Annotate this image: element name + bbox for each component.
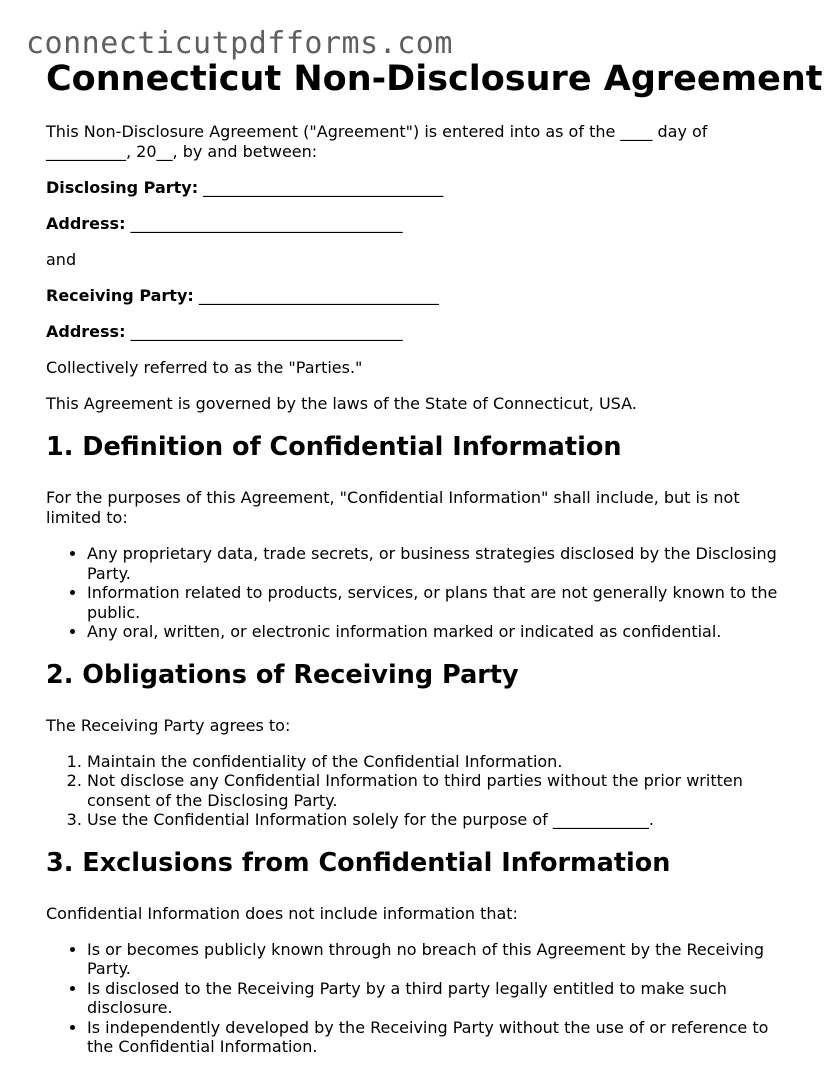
intro-paragraph: This Non-Disclosure Agreement ("Agreement") is entered into as of the ____ day of __________, 20__, by and between:: [46, 122, 708, 161]
receiving-address-label: Address:: [46, 322, 126, 341]
section-lead: For the purposes of this Agreement, "Confidential Information" shall include, but is not limited to:: [46, 488, 740, 527]
section-heading: 3. Exclusions from Confidential Information: [46, 847, 671, 878]
and-text: and: [46, 250, 77, 269]
list-item: 2. Not disclose any Confidential Information to third parties without the prior written consent of the Disclosing Party.: [87, 771, 796, 810]
section-heading: 2. Obligations of Receiving Party: [46, 659, 519, 690]
section-list: [46, 752, 796, 830]
receiving-party-label: Receiving Party:: [46, 286, 194, 305]
disclosing-address-blank: __________________________________: [130, 214, 403, 233]
list-item: • Is independently developed by the Receiving Party without the use of or reference to the Confidential Information.: [87, 1018, 796, 1057]
disclosing-party-line: [46, 178, 796, 198]
receiving-address-blank: __________________________________: [130, 322, 403, 341]
list-item: • Is or becomes publicly known through no breach of this Agreement by the Receiving Party.: [87, 940, 796, 979]
disclosing-address-line: [46, 214, 796, 234]
list-item: • Information related to products, services, or plans that are not generally known to the public.: [87, 583, 796, 622]
disclosing-address-label: Address:: [46, 214, 126, 233]
receiving-address-line: [46, 322, 796, 342]
collectively-paragraph: Collectively referred to as the "Parties.": [46, 358, 363, 377]
section-list: [46, 940, 796, 1057]
watermark: connecticutpdfforms.com: [26, 26, 453, 61]
list-item: 3. Use the Confidential Information solely for the purpose of ____________.: [87, 810, 796, 830]
list-item: • Any oral, written, or electronic information marked or indicated as confidential.: [87, 622, 796, 642]
disclosing-party-label: Disclosing Party:: [46, 178, 199, 197]
section-list: [46, 544, 796, 642]
receiving-party-blank: ______________________________: [198, 286, 439, 305]
document: [46, 56, 823, 1073]
list-item: • Any proprietary data, trade secrets, or business strategies disclosed by the Disclosing Party.: [87, 544, 796, 583]
governed-paragraph: This Agreement is governed by the laws of the State of Connecticut, USA.: [46, 394, 637, 413]
section-lead: Confidential Information does not include information that:: [46, 903, 518, 923]
list-item: 1. Maintain the confidentiality of the Confidential Information.: [87, 752, 796, 772]
document-title: Connecticut Non-Disclosure Agreement: [46, 59, 823, 99]
section-lead: The Receiving Party agrees to:: [46, 715, 291, 735]
receiving-party-line: [46, 286, 796, 306]
section-heading: 1. Definition of Confidential Information: [46, 432, 622, 462]
disclosing-party-blank: ______________________________: [203, 178, 444, 197]
list-item: • Is disclosed to the Receiving Party by a third party legally entitled to make such disclosure.: [87, 979, 796, 1018]
